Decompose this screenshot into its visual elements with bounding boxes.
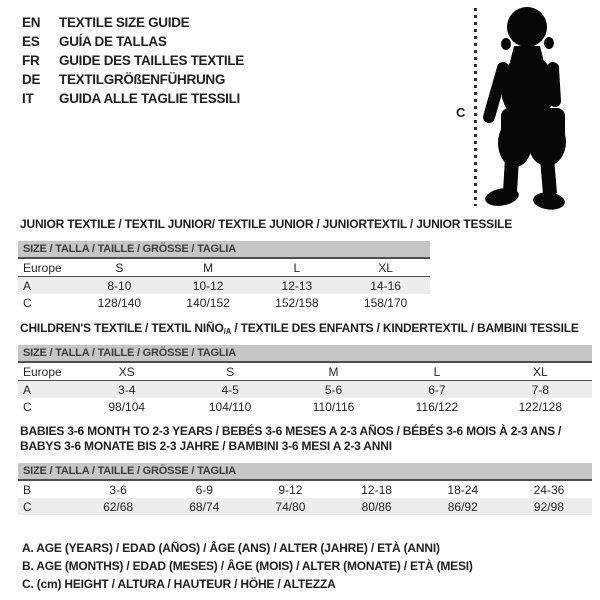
cell: 116/122 — [415, 399, 459, 414]
column-header: L — [293, 260, 301, 275]
footnote-b: B. AGE (MONTHS) / EDAD (MESES) / ÂGE (MOIS) / ALTER (MONATE) / ETÀ (MESI) — [22, 559, 473, 573]
language-code: ES — [22, 34, 40, 49]
cell: 5-6 — [324, 382, 343, 397]
cell: 3-6 — [109, 482, 127, 497]
row-label: A — [23, 382, 32, 397]
cell: 18-24 — [447, 482, 479, 497]
section-title-junior: JUNIOR TEXTILE / TEXTIL JUNIOR/ TEXTILE JUNIOR / JUNIORTEXTIL / JUNIOR TESSILE — [20, 217, 513, 231]
footnote-a: A. AGE (YEARS) / EDAD (AÑOS) / ÂGE (ANS) / ALTER (JAHRE) / ETÀ (ANNI) — [22, 541, 440, 555]
cell: 110/116 — [312, 399, 355, 414]
cell: 74/80 — [275, 499, 306, 514]
footnote-c: C. (cm) HEIGHT / ALTURA / HAUTEUR / HÖHE / ALTEZZA — [22, 577, 336, 591]
cell: 24-36 — [533, 482, 565, 497]
table-row — [18, 498, 592, 515]
language-code: DE — [22, 72, 41, 87]
column-header: S — [115, 260, 124, 275]
cell: 62/68 — [103, 499, 134, 514]
row-label: C — [23, 295, 32, 310]
cell: 8-10 — [107, 278, 132, 293]
column-header: XS — [118, 364, 135, 379]
cell: 6-7 — [428, 382, 446, 397]
section-title-text: CHILDREN'S TEXTILE / TEXTIL NIÑO — [20, 321, 224, 335]
column-header: M — [328, 364, 339, 379]
junior-size-table — [18, 241, 430, 311]
row-label: B — [23, 482, 32, 497]
section-title-subscript: /A — [223, 327, 232, 336]
language-code: IT — [22, 91, 34, 106]
cell: 6-9 — [195, 482, 213, 497]
region-label: Europe — [23, 260, 62, 275]
section-title-babies-line2: BABYS 3-6 MONATE BIS 2-3 JAHRE / BAMBINI 3-6 MESI A 2-3 ANNI — [20, 439, 392, 453]
baby-silhouette-icon — [468, 0, 600, 215]
cell: 98/104 — [108, 399, 146, 414]
column-header: S — [226, 364, 235, 379]
cell: 68/74 — [189, 499, 220, 514]
column-header: L — [433, 364, 441, 379]
size-header-bar: SIZE / TALLA / TAILLE / GRÖSSE / TAGLIA — [18, 345, 592, 363]
cell: 80/86 — [361, 499, 392, 514]
table-row — [18, 481, 592, 498]
section-title-text: / TEXTILE DES ENFANTS / KINDERTEXTIL / BAMBINI TESSILE — [231, 321, 579, 335]
language-title: TEXTILE SIZE GUIDE — [59, 15, 190, 30]
section-title-babies-line1: BABIES 3-6 MONTH TO 2-3 YEARS / BEBÉS 3-6 MESES A 2-3 AÑOS / BÉBÉS 3-6 MOIS À 2-3 ANS / — [20, 424, 562, 438]
language-row-es — [22, 32, 244, 51]
cell: 7-8 — [531, 382, 549, 397]
cell: 12-18 — [361, 482, 392, 497]
size-header-bar: SIZE / TALLA / TAILLE / GRÖSSE / TAGLIA — [18, 463, 592, 481]
row-label: C — [23, 399, 32, 414]
cell: 10-12 — [192, 278, 224, 293]
language-title: GUIDA ALLE TAGLIE TESSILI — [59, 91, 240, 106]
column-header: XL — [532, 364, 548, 379]
babies-size-table — [18, 463, 592, 515]
cell: 3-4 — [118, 382, 136, 397]
table-header-row — [18, 259, 430, 277]
region-label: Europe — [23, 364, 62, 379]
language-title: GUIDE DES TAILLES TEXTILE — [59, 53, 245, 68]
height-measure-label: C — [456, 105, 466, 120]
table-header-row — [18, 363, 592, 381]
cell: 12-13 — [281, 278, 313, 293]
row-label: A — [23, 278, 32, 293]
cell: 158/170 — [363, 295, 408, 310]
language-code: FR — [22, 53, 40, 68]
table-row — [18, 294, 430, 311]
cell: 128/140 — [97, 295, 142, 310]
cell: 104/110 — [208, 399, 252, 414]
table-row — [18, 398, 592, 415]
language-title: TEXTILGRÖßENFÜHRUNG — [59, 72, 226, 87]
row-label: C — [23, 499, 32, 514]
language-title-list — [22, 13, 244, 108]
cell: 86/92 — [447, 499, 478, 514]
language-row-de — [22, 70, 244, 89]
children-size-table — [18, 345, 592, 415]
language-row-it — [22, 89, 244, 108]
cell: 14-16 — [370, 278, 401, 293]
cell: 4-5 — [221, 382, 239, 397]
table-row — [18, 277, 430, 294]
cell: 9-12 — [278, 482, 303, 497]
cell: 92/98 — [533, 499, 564, 514]
language-code: EN — [22, 15, 41, 30]
table-row — [18, 381, 592, 398]
column-header: M — [203, 260, 214, 275]
section-title-children — [20, 321, 579, 336]
language-title: GUÍA DE TALLAS — [59, 34, 167, 49]
footnotes — [22, 539, 473, 593]
size-header-bar: SIZE / TALLA / TAILLE / GRÖSSE / TAGLIA — [18, 241, 430, 259]
cell: 122/128 — [518, 399, 563, 414]
cell: 152/158 — [275, 295, 319, 310]
language-row-fr — [22, 51, 244, 70]
language-row-en — [22, 13, 244, 32]
cell: 140/152 — [186, 295, 230, 310]
column-header: XL — [378, 260, 393, 275]
